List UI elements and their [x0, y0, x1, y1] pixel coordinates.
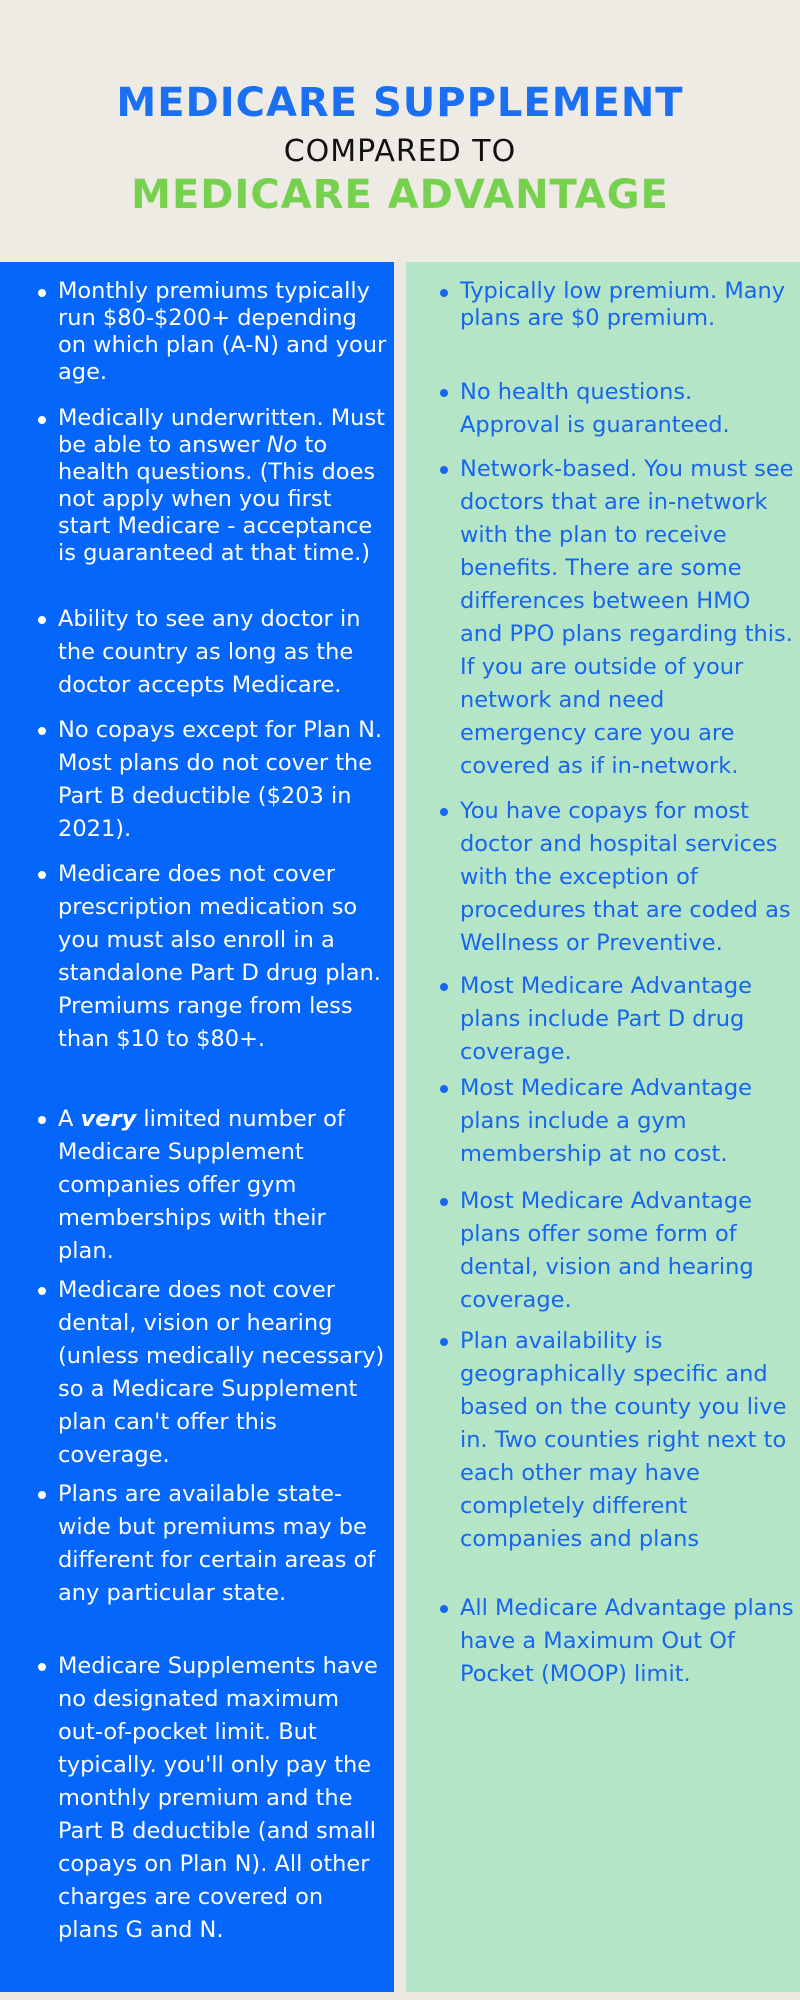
supplement-item-any-doctor: Ability to see any doctor in the country as long as the doctor accepts Medicare. [58, 603, 388, 702]
supplement-column [0, 262, 394, 1992]
underwritten-emphasis: No [266, 432, 298, 458]
supplement-item-out-of-pocket: Medicare Supplements have no designated maximum out-of-pocket limit. But typically. you'll only pay the monthly premium and the Part B deductible (and small copays on Plan N). All other charges are covered on plans G and N. [58, 1650, 388, 1947]
supplement-item-dental-vision: Medicare does not cover dental, vision or hearing (unless medically necessary) so a Medicare Supplement plan can't offer this coverage. [58, 1274, 388, 1472]
header [0, 0, 800, 262]
gym-text-before: A [58, 1106, 81, 1132]
advantage-item-gym: Most Medicare Advantage plans include a gym membership at no cost. [460, 1072, 795, 1171]
supplement-item-statewide: Plans are available state-wide but premiums may be different for certain areas of any particular state. [58, 1478, 388, 1610]
title-medicare-supplement: MEDICARE SUPPLEMENT [116, 80, 684, 126]
advantage-item-copays: You have copays for most doctor and hospital services with the exception of procedures that are coded as Wellness or Preventive. [460, 795, 795, 960]
supplement-item-gym [58, 1103, 388, 1268]
underwritten-text-after: to health questions. (This does not apply when you first start Medicare - acceptance is guaranteed at that time.) [58, 432, 376, 566]
underwritten-text-before: Medically underwritten. Must be able to answer [58, 405, 385, 458]
gym-emphasis: very [80, 1106, 137, 1132]
advantage-item-premium: Typically low premium. Many plans are $0 premium. [460, 278, 795, 332]
supplement-item-prescription: Medicare does not cover prescription medication so you must also enroll in a standalone Part D drug plan. Premiums range from less than $10 to $80+. [58, 858, 388, 1056]
advantage-item-no-health-questions: No health questions. Approval is guaranteed. [460, 376, 795, 442]
title-compared-to: COMPARED TO [283, 134, 517, 169]
advantage-item-dental-vision: Most Medicare Advantage plans offer some form of dental, vision and hearing coverage. [460, 1185, 795, 1317]
supplement-item-copays: No copays except for Plan N. Most plans do not cover the Part B deductible ($203 in 2021). [58, 714, 388, 846]
supplement-item-underwritten [58, 405, 388, 567]
advantage-item-availability: Plan availability is geographically specific and based on the county you live in. Two counties right next to each other may have completely different companies and plans [460, 1325, 795, 1556]
advantage-item-part-d: Most Medicare Advantage plans include Part D drug coverage. [460, 970, 795, 1069]
gym-text-after: limited number of Medicare Supplement companies offer gym memberships with their plan. [58, 1106, 345, 1264]
title-medicare-advantage: MEDICARE ADVANTAGE [131, 172, 669, 218]
supplement-item-premiums: Monthly premiums typically run $80-$200+ depending on which plan (A-N) and your age. [58, 278, 387, 385]
advantage-item-network: Network-based. You must see doctors that are in-network with the plan to receive benefits. There are some differences between HMO and PPO plans regarding this. If you are outside of your network and need emergency care you are covered as if in-network. [460, 453, 795, 783]
advantage-column [406, 262, 800, 1992]
advantage-item-moop: All Medicare Advantage plans have a Maximum Out Of Pocket (MOOP) limit. [460, 1592, 795, 1691]
